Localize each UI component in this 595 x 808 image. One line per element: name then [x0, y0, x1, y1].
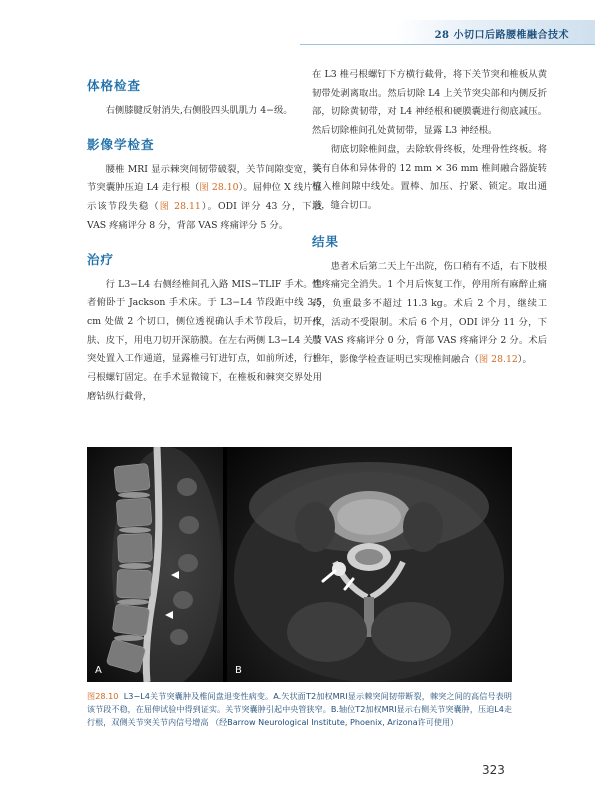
left-column: [87, 62, 322, 406]
figure-caption: [87, 690, 512, 729]
results-paragraph: [312, 258, 547, 370]
section-heading-physical-exam: 体格检查: [87, 78, 142, 93]
header-rule: [300, 44, 595, 45]
caption-figure-number: 图28.10: [87, 691, 119, 701]
page-header: [0, 0, 595, 44]
figure-ref-28-11[interactable]: 图 28.11: [159, 201, 201, 213]
mri-figure: [87, 447, 512, 682]
treatment-continued-paragraph: 在 L3 椎弓根螺钉下方横行截骨，将下关节突和椎板从黄韧带处剥离取出。然后切除 L4 上关节突尖部和内侧反折部，切除黄韧带，对 L4 神经根和硬膜囊进行彻底减压。然后切除椎间孔处黄韧带，显露 L3 神经根。: [312, 69, 547, 137]
axial-mri-image: [227, 447, 512, 682]
section-heading-imaging: 影像学检查: [87, 136, 155, 152]
figure-ref-28-10[interactable]: 图 28.10: [199, 182, 239, 194]
results-text-1: 患者术后第二天上午出院，伤口稍有不适，右下肢根性疼痛完全消失。1 个月后恢复工作，停用所有麻醉止痛药，负重最多不超过 11.3 kg。术后 2 个月，继续工作，活动不受限制。术后 6 个月，ODI 评分 11 分，下肢 VAS 疼痛评分 0 分，背部 VAS 疼痛评分 2 分。术后 1 年，影像学检查证明已实现椎间融合（: [312, 260, 547, 366]
section-heading-treatment: 治疗: [87, 251, 115, 267]
results-text-2: ）。: [517, 354, 532, 366]
imaging-text-1: 腰椎 MRI 显示棘突间韧带破裂，关节间隙变宽，关节突囊肿压迫 L4 走行根（: [87, 163, 322, 194]
figure-ref-28-12[interactable]: 图 28.12: [478, 354, 518, 366]
treatment-paragraph: 行 L3−L4 右侧经椎间孔入路 MIS−TLIF 手术。患者俯卧于 Jackson 手术床。于 L3−L4 节段距中线 3.5 cm 处做 2 个切口，侧位透视确认手术节段后，切开皮肤、皮下，用电刀切开深筋膜。在左右两侧 L3−L4 关节突处置入工作通道，显露椎弓钉进钉点，如前所述，行椎弓根螺钉固定。在手术显微镜下，在椎板和棘突交界处用磨钻纵行截骨，: [87, 278, 322, 402]
discectomy-paragraph: 彻底切除椎间盘，去除软骨终板，处理骨性终板。将装有自体和异体骨的 12 mm × 36 mm 椎间融合器旋转植入椎间隙中线处。置棒、加压、拧紧、锁定。取出通道，缝合切口。: [312, 143, 547, 211]
imaging-text-3: ）。ODI 评分 43 分，下肢 VAS 疼痛评分 8 分，背部 VAS 疼痛评分 5 分。: [87, 201, 322, 231]
imaging-paragraph: [87, 161, 322, 236]
chapter-title: 28 小切口后路腰椎融合技术: [434, 30, 569, 41]
panel-a-label: A: [95, 665, 102, 676]
section-heading-results: 结果: [312, 233, 340, 249]
sagittal-mri-drawing: [87, 447, 223, 682]
imaging-text-2: ）。屈伸位 X 线片显示该节段失稳（: [87, 182, 322, 213]
axial-mri-drawing: [227, 447, 512, 682]
sagittal-mri-image: [87, 447, 223, 682]
panel-b-label: B: [235, 665, 242, 676]
caption-text: L3−L4关节突囊肿及椎间盘退变性病变。A.矢状面T2加权MRI显示棘突间韧带断裂，棘突之间的高信号表明该节段不稳，在屈伸试验中得到证实。关节突囊肿引起中央管狭窄。B.轴位T2加权MRI显示右侧关节突囊肿，压迫L4走行根，双侧关节突关节内信号增高 （经Barrow Neurological Institute, Phoenix, Arizona许可使用）: [87, 691, 512, 727]
page-number: 323: [482, 763, 505, 777]
physical-exam-paragraph: 右侧膝腱反射消失,右侧股四头肌肌力 4−级。: [105, 105, 293, 116]
right-column: [312, 66, 547, 370]
